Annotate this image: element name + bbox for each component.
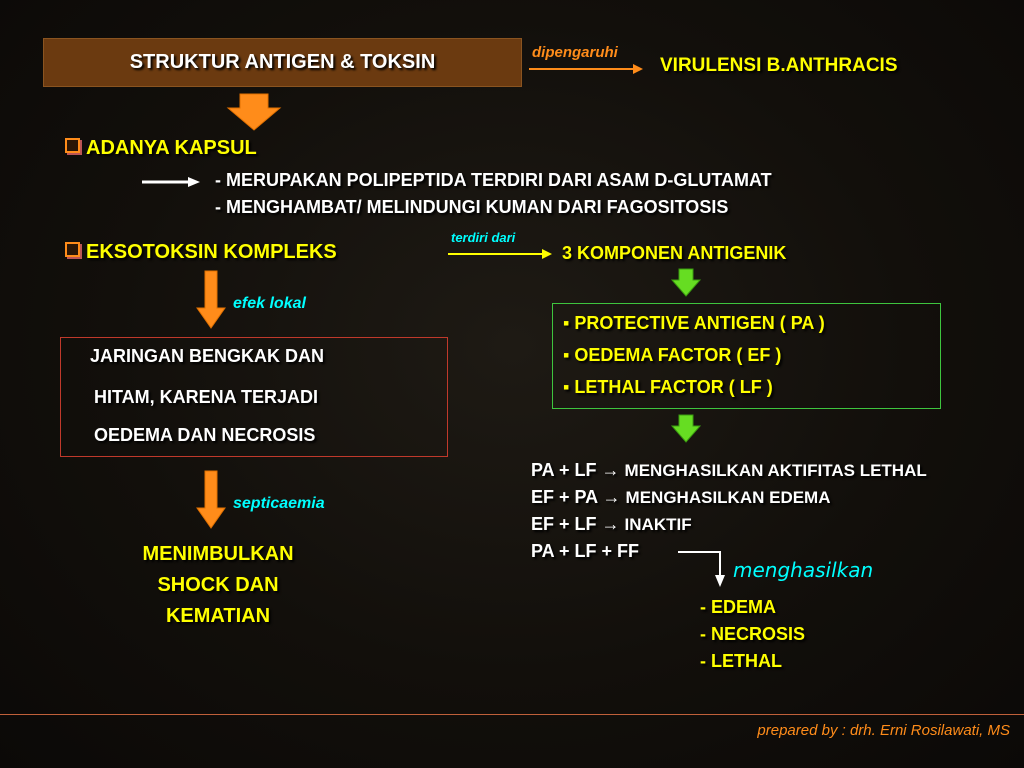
combo-row — [531, 511, 927, 538]
combo-row — [531, 457, 927, 484]
label-efek-lokal: efek lokal — [233, 295, 306, 312]
green-down-arrow-icon — [671, 414, 701, 444]
label-menghasilkan: menghasilkan — [733, 558, 874, 582]
result-necrosis: - NECROSIS — [700, 624, 806, 644]
result-lethal: - LETHAL — [700, 651, 782, 671]
kapsul-heading — [65, 137, 257, 160]
result-edema: - EDEMA — [700, 597, 776, 617]
component-ef: ▪ OEDEMA FACTOR ( EF ) — [563, 345, 782, 365]
arrow-right-icon: → — [601, 514, 620, 534]
combo-left: PA + LF + FF — [531, 541, 640, 561]
combo-row — [531, 484, 927, 511]
kematian-line-3: KEMATIAN — [165, 605, 271, 627]
bullet-square-icon — [65, 138, 80, 153]
combo-right: MENGHASILKAN EDEMA — [625, 488, 831, 507]
bent-arrow-icon — [676, 545, 736, 590]
combo-left: EF + LF — [531, 514, 597, 534]
label-terdiri-dari: terdiri dari — [451, 230, 516, 245]
orange-down-arrow-icon — [196, 470, 226, 530]
kapsul-line-1: - MERUPAKAN POLIPEPTIDA TERDIRI DARI ASAM D-GLUTAMAT — [215, 170, 772, 190]
component-lf: ▪ LETHAL FACTOR ( LF ) — [563, 377, 773, 397]
label-septicaemia: septicaemia — [233, 495, 325, 512]
combo-right: MENGHASILKAN AKTIFITAS LETHAL — [624, 461, 927, 480]
title-text: STRUKTUR ANTIGEN & TOKSIN — [129, 51, 436, 73]
results-block — [700, 594, 805, 675]
eksotoksin-heading-text: EKSOTOKSIN KOMPLEKS — [86, 241, 337, 263]
arrow-dipengaruhi-icon — [527, 63, 647, 75]
title-box — [43, 38, 522, 87]
arrow-right-icon: → — [602, 487, 621, 507]
combo-right: INAKTIF — [624, 515, 692, 534]
combo-left: PA + LF — [531, 460, 597, 480]
footer-credit: prepared by : drh. Erni Rosilawati, MS — [757, 722, 1010, 739]
kematian-line-1: MENIMBULKAN — [142, 543, 294, 565]
arrow-terdiri-icon — [446, 248, 556, 260]
kapsul-heading-text: ADANYA KAPSUL — [86, 137, 257, 159]
down-arrow-icon — [224, 92, 284, 132]
jaringan-line-3: OEDEMA DAN NECROSIS — [94, 425, 316, 445]
combo-left: EF + PA — [531, 487, 598, 507]
kematian-line-2: SHOCK DAN — [157, 574, 279, 596]
virulensi-text: VIRULENSI B.ANTHRACIS — [660, 55, 898, 76]
komponen-text: 3 KOMPONEN ANTIGENIK — [562, 243, 787, 263]
kapsul-line-2: - MENGHAMBAT/ MELINDUNGI KUMAN DARI FAGOSITOSIS — [215, 197, 729, 217]
label-dipengaruhi: dipengaruhi — [532, 44, 618, 61]
orange-down-arrow-icon — [196, 270, 226, 330]
kematian-block — [80, 539, 356, 632]
bullet-square-icon — [65, 242, 80, 257]
green-down-arrow-icon — [671, 268, 701, 298]
jaringan-line-1: JARINGAN BENGKAK DAN — [90, 346, 325, 366]
jaringan-line-2: HITAM, KARENA TERJADI — [94, 387, 318, 407]
footer-divider — [0, 714, 1024, 715]
arrow-right-icon: → — [601, 460, 620, 480]
eksotoksin-heading — [65, 241, 337, 264]
component-pa: ▪ PROTECTIVE ANTIGEN ( PA ) — [563, 313, 825, 333]
arrow-right-icon — [140, 175, 202, 189]
